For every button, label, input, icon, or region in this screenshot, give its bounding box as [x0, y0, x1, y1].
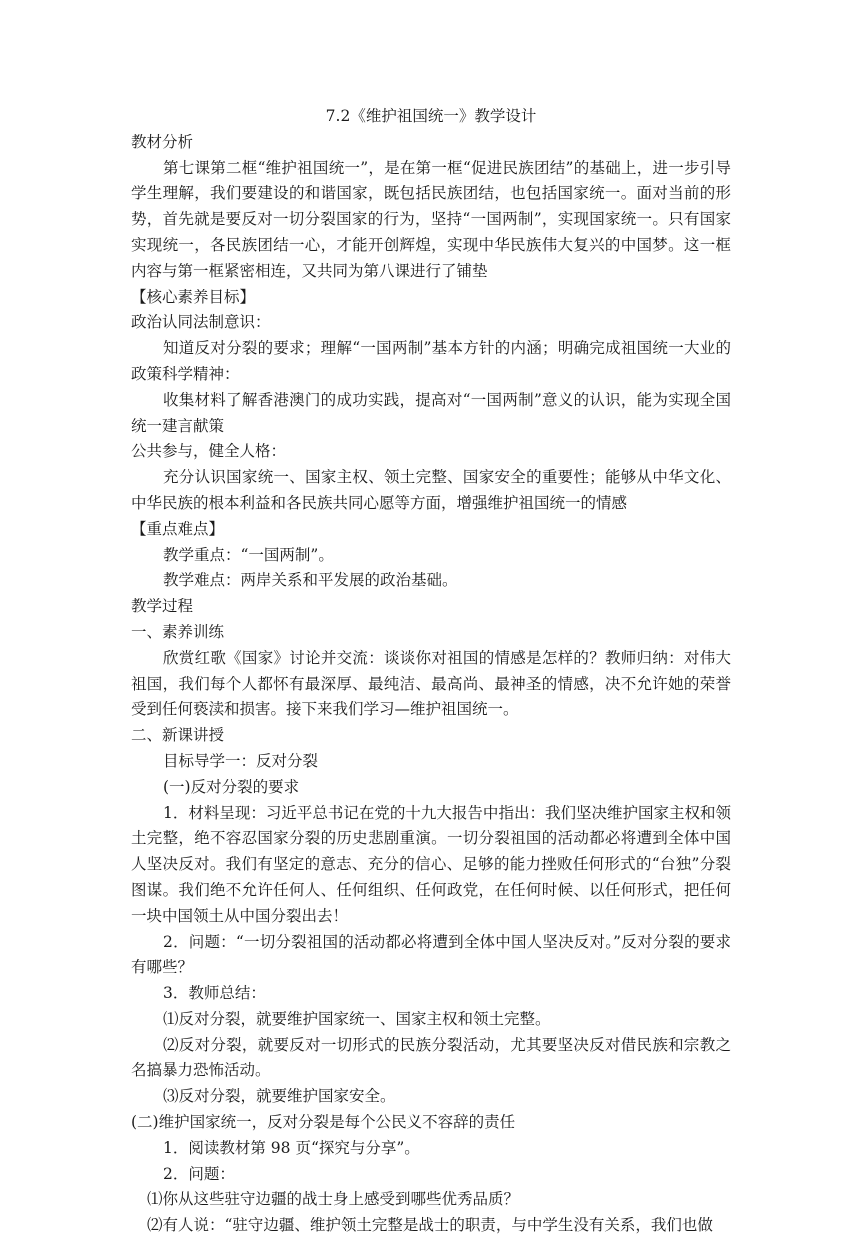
key-point: 教学重点：“一国两制”。 — [163, 545, 334, 564]
sub2-heading: (二)维护国家统一，反对分裂是每个公民义不容辞的责任 — [131, 1113, 516, 1132]
question-item: 2．问题： — [163, 1164, 235, 1183]
goal3-paragraph: 充分认识国家统一、国家主权、领土完整、国家安全的重要性；能够从中华文化、中华民族的根本利益和各民族共同心愿等方面，增强维护祖国统一的情感 — [131, 468, 731, 512]
item1-paragraph: 1．材料呈现：习近平总书记在党的十九大报告中指出：我们坚决维护国家主权和领土完整，绝不容忍国家分裂的历史悲剧重演。一切分裂祖国的活动都必将遭到全体中国人坚决反对。我们有坚定的意志、充分的信心、足够的能力挫败任何形式的“台独”分裂图谋。我们绝不允许任何人、任何组织、任何政党，在任何时候、以任何形式，把任何一块中国领土从中国分裂出去！ — [131, 803, 731, 925]
goal3-label: 公共参与，健全人格： — [131, 442, 287, 461]
target1: 目标导学一：反对分裂 — [163, 751, 319, 770]
read-item: 1．阅读教材第 98 页“探究与分享”。 — [163, 1138, 420, 1157]
sub1-heading: (一)反对分裂的要求 — [163, 777, 300, 796]
document-title: 7.2《维护祖国统一》教学设计 — [325, 107, 537, 125]
analysis-heading: 教材分析 — [131, 132, 194, 151]
goals-heading: 【核心素养目标】 — [131, 287, 256, 306]
goal1-paragraph: 知道反对分裂的要求；理解“一国两制”基本方针的内涵；明确完成祖国统一大业的政策科学精神： — [131, 339, 731, 383]
goal2-paragraph: 收集材料了解香港澳门的成功实践，提高对“一国两制”意义的认识，能为实现全国统一建言献策 — [131, 390, 731, 435]
process-heading: 教学过程 — [131, 597, 194, 616]
summary3: ⑶反对分裂，就要维护国家安全。 — [163, 1087, 396, 1106]
question2: ⑵有人说：“驻守边疆、维护领土完整是战士的职责，与中学生没有关系，我们也做 — [147, 1216, 713, 1235]
section1-heading: 一、素养训练 — [131, 622, 225, 641]
section2-heading: 二、新课讲授 — [131, 726, 225, 745]
section1-paragraph: 欣赏红歌《国家》讨论并交流：谈谈你对祖国的情感是怎样的？教师归纳：对伟大祖国，我们每个人都怀有最深厚、最纯洁、最高尚、最神圣的情感，决不允许她的荣誉受到任何亵渎和损害。接下来我们学习—维护祖国统一。 — [131, 648, 731, 719]
question1: ⑴你从这些驻守边疆的战士身上感受到哪些优秀品质？ — [147, 1190, 520, 1209]
difficult-point: 教学难点：两岸关系和平发展的政治基础。 — [163, 571, 458, 590]
summary1: ⑴反对分裂，就要维护国家统一、国家主权和领土完整。 — [163, 1009, 551, 1028]
document-page — [131, 104, 731, 1239]
goal1-label: 政治认同法制意识： — [131, 313, 271, 332]
summary2: ⑵反对分裂，就要反对一切形式的民族分裂活动，尤其要坚决反对借民族和宗教之名搞暴力恐怖活动。 — [131, 1035, 731, 1080]
analysis-paragraph: 第七课第二框“维护祖国统一”，是在第一框“促进民族团结”的基础上，进一步引导学生理解，我们要建设的和谐国家，既包括民族团结，也包括国家统一。面对当前的形势，首先就是要反对一切分裂国家的行为，坚持“一国两制”，实现国家统一。只有国家实现统一，各民族团结一心，才能开创辉煌，实现中华民族伟大复兴的中国梦。这一框内容与第一框紧密相连，又共同为第八课进行了铺垫 — [131, 158, 731, 280]
item3-paragraph: 3．教师总结： — [163, 984, 266, 1003]
key-heading: 【重点难点】 — [131, 519, 225, 538]
item2-paragraph: 2．问题：“一切分裂祖国的活动都必将遭到全体中国人坚决反对。”反对分裂的要求有哪些？ — [131, 932, 731, 977]
